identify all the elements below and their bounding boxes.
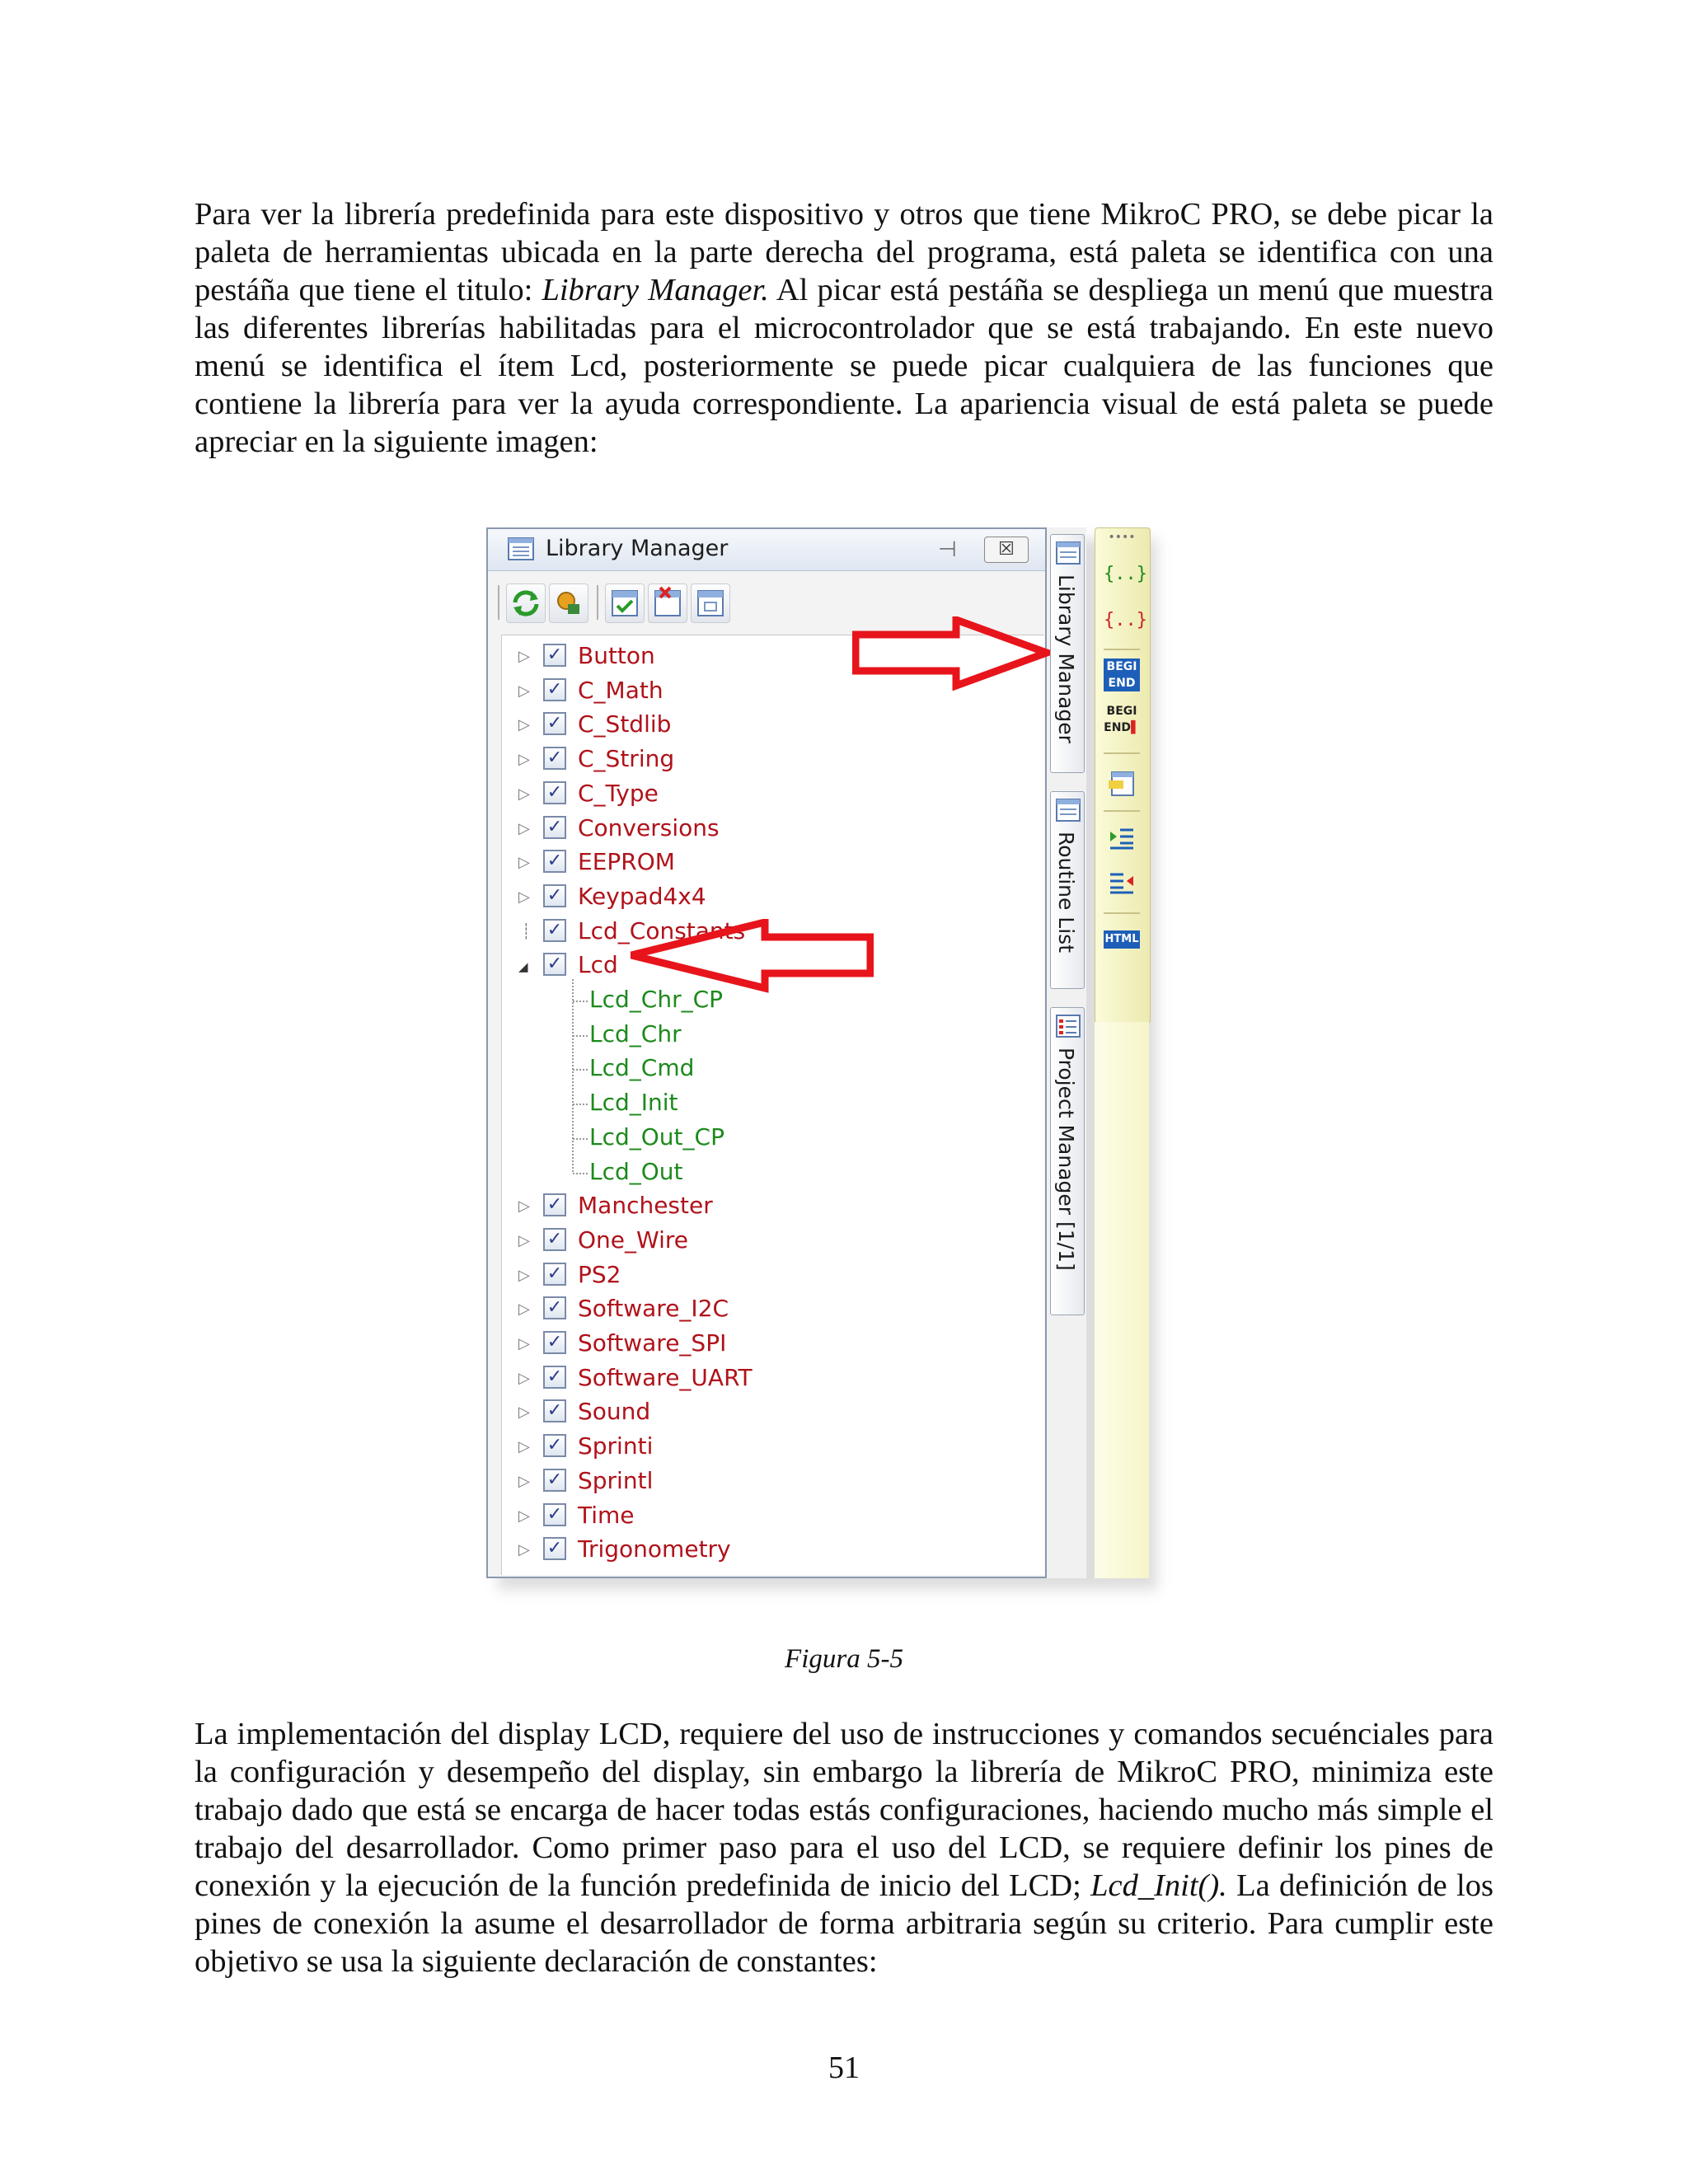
tree-item-label: Software_UART	[578, 1363, 753, 1391]
tree-connector-line	[572, 979, 574, 1172]
library-manager-term: Library Manager.	[542, 273, 769, 307]
tree-item-label: Sprinti	[578, 1432, 654, 1460]
begin-end-icon: BEGI END	[1104, 658, 1140, 691]
library-checkbox[interactable]: ✓	[543, 1434, 566, 1457]
lcd-init-term: Lcd_Init().	[1090, 1868, 1227, 1903]
restore-icon	[692, 584, 729, 622]
tree-library-item[interactable]	[502, 1534, 1029, 1567]
tree-function-item[interactable]	[502, 1156, 1029, 1189]
tree-library-item[interactable]	[502, 1500, 1029, 1533]
expand-icon[interactable]: ▷	[518, 1266, 530, 1284]
template-icon	[1105, 767, 1138, 800]
expand-icon[interactable]: ▷	[518, 1301, 530, 1319]
outdent-icon	[1105, 866, 1138, 899]
check-all-icon	[606, 584, 644, 622]
comment-button[interactable]: {..}	[1104, 564, 1147, 584]
expand-icon[interactable]: ▷	[518, 1369, 530, 1387]
refresh-icon	[507, 584, 545, 622]
expand-icon[interactable]: ▷	[518, 854, 530, 872]
tree-library-item[interactable]	[502, 709, 1029, 742]
expand-icon[interactable]: ▷	[518, 785, 530, 803]
library-checkbox[interactable]: ✓	[543, 919, 566, 942]
tree-item-label: C_Stdlib	[578, 710, 672, 738]
tree-library-item[interactable]	[502, 1396, 1029, 1429]
tree-item-label: Lcd_Out_CP	[589, 1122, 724, 1151]
intro-paragraph: Para ver la librería predefinida para este dispositivo y otros que tiene MikroC PRO, se debe picar la paleta de herramientas ubicada en la parte derecha del programa, está paleta se identifica con una pestáña que tiene el titulo: Library Manager. Al picar está pestáña se despliega un menú que muestra las diferentes librerías habilitadas para el microcontrolador que se está trabajando. En este nuevo menú se identifica el ítem Lcd, posteriormente se puede picar cualquiera de las funciones que contiene la librería para ver la ayuda correspondiente. La apariencia visual de está paleta se puede apreciar en la siguiente imagen:	[195, 197, 1493, 459]
library-manager-screenshot	[486, 527, 1159, 1582]
library-checkbox[interactable]: ✓	[543, 1366, 566, 1389]
library-checkbox[interactable]: ✓	[543, 884, 566, 907]
tree-item-label: Sound	[578, 1398, 651, 1426]
library-checkbox[interactable]: ✓	[543, 712, 566, 735]
clear-all-icon	[649, 584, 687, 622]
library-checkbox[interactable]: ✓	[543, 953, 566, 976]
expand-icon[interactable]: ▷	[518, 888, 530, 906]
tree-item-label: Lcd_Constants	[578, 916, 746, 944]
tree-library-item[interactable]	[502, 1190, 1029, 1223]
expand-icon[interactable]: ▷	[518, 1197, 530, 1216]
insert-begin-end-block-button[interactable]	[1104, 703, 1140, 741]
panel-titlebar	[488, 529, 1045, 571]
tree-item-label: Lcd_Out	[589, 1157, 683, 1185]
tree-item-label: C_Math	[578, 676, 663, 704]
expand-icon[interactable]: ▷	[518, 1541, 530, 1559]
html-export-button[interactable]	[1104, 924, 1140, 957]
library-checkbox[interactable]: ✓	[543, 644, 566, 667]
tab-library-manager[interactable]: Library Manager	[1050, 534, 1085, 773]
library-checkbox[interactable]: ✓	[543, 1296, 566, 1319]
lcd-paragraph: La implementación del display LCD, requiere del uso de instrucciones y comandos secuénciales para la configuración y desempeño del display, sin embargo la librería de MikroC PRO, minimiza este trabajo dado que está se encarga de hacer todas estás configuraciones, haciendo mucho más simple el trabajo del desarrollador. Como primer paso para el uso del LCD, se requiere definir los pines de conexión y la ejecución de la función predefinida de inicio del LCD; Lcd_Init(). La definición de los pines de conexión la asume el desarrollador de forma arbitraria según su criterio. Para cumplir este objetivo se usa la siguiente declaración de constantes:	[195, 1717, 1493, 1979]
tree-line-icon: ┊	[522, 922, 531, 940]
tree-function-item[interactable]	[502, 1019, 1029, 1052]
tree-library-item[interactable]	[502, 778, 1029, 811]
library-manager-tab-icon	[1056, 541, 1081, 565]
side-tab-strip	[1047, 527, 1086, 1578]
insert-template-button[interactable]	[1104, 767, 1140, 800]
build-icon	[550, 584, 588, 622]
library-checkbox[interactable]: ✓	[543, 781, 566, 804]
begin-end-block-icon: BEGI END▌	[1104, 705, 1140, 734]
expand-icon[interactable]: ▷	[518, 819, 530, 837]
library-checkbox[interactable]: ✓	[543, 1537, 566, 1560]
tree-item-label: One_Wire	[578, 1226, 688, 1254]
red-arrow-to-lcd-item	[626, 919, 874, 993]
check-all-button[interactable]	[605, 583, 645, 623]
red-arrow-to-library-manager-tab	[852, 616, 1050, 691]
uncomment-button[interactable]: {..}	[1104, 610, 1147, 630]
library-tree	[501, 635, 1044, 1575]
outdent-button[interactable]	[1104, 866, 1140, 899]
expand-icon[interactable]: ▷	[518, 1507, 530, 1525]
tree-library-item[interactable]	[502, 1225, 1029, 1258]
tree-library-item[interactable]	[502, 743, 1029, 776]
expand-icon[interactable]: ▷	[518, 716, 530, 734]
tree-library-item[interactable]	[502, 1259, 1029, 1292]
tree-item-label: Conversions	[578, 813, 720, 841]
rebuild-button[interactable]	[549, 583, 588, 623]
library-checkbox[interactable]: ✓	[543, 1263, 566, 1286]
close-button[interactable]: ☒	[984, 537, 1029, 563]
library-checkbox[interactable]: ✓	[543, 816, 566, 839]
tree-library-item[interactable]	[502, 1328, 1029, 1361]
panel-icon	[508, 537, 534, 560]
expand-icon[interactable]: ▷	[518, 682, 530, 700]
tree-item-label: Lcd_Cmd	[589, 1054, 695, 1082]
tree-item-label: Software_I2C	[578, 1295, 729, 1323]
tree-item-label: C_String	[578, 745, 675, 773]
grip-icon: ••••	[1108, 531, 1136, 544]
tree-library-item[interactable]	[502, 881, 1029, 914]
tree-item-label: Lcd_Chr	[589, 1019, 682, 1047]
library-checkbox[interactable]: ✓	[543, 1193, 566, 1216]
tree-item-label: Manchester	[578, 1192, 713, 1220]
page-number: 51	[828, 2050, 860, 2085]
tree-item-label: Keypad4x4	[578, 882, 706, 910]
library-checkbox[interactable]: ✓	[543, 1228, 566, 1251]
insert-begin-end-button[interactable]	[1104, 658, 1140, 696]
tree-item-label: PS2	[578, 1260, 621, 1288]
tree-item-label: EEPROM	[578, 848, 675, 876]
tree-item-label: Button	[578, 642, 655, 669]
expand-icon[interactable]: ▷	[518, 648, 530, 665]
library-checkbox[interactable]: ✓	[543, 1399, 566, 1422]
pin-icon[interactable]: ⊣	[938, 537, 957, 562]
tree-library-item[interactable]	[502, 846, 1029, 879]
code-toolbar	[1095, 527, 1151, 1024]
tree-item-label: C_Type	[578, 779, 659, 807]
routine-list-tab-icon	[1056, 799, 1081, 822]
tree-function-item[interactable]	[502, 1122, 1029, 1155]
tree-function-item[interactable]	[502, 1052, 1029, 1085]
library-checkbox[interactable]: ✓	[543, 747, 566, 770]
restore-button[interactable]	[691, 583, 730, 623]
expand-icon[interactable]: ▷	[518, 1231, 530, 1249]
library-checkbox[interactable]: ✓	[543, 1469, 566, 1492]
expand-icon[interactable]: ▷	[518, 1472, 530, 1490]
tab-routine-list[interactable]: Routine List	[1050, 791, 1085, 989]
tree-item-label: Trigonometry	[578, 1535, 731, 1563]
library-checkbox[interactable]: ✓	[543, 1331, 566, 1354]
tab-project-manager[interactable]: Project Manager [1/1]	[1050, 1007, 1085, 1315]
tree-item-label: Lcd	[578, 951, 618, 979]
tree-library-item[interactable]	[502, 813, 1029, 846]
tree-item-label: Time	[578, 1501, 635, 1529]
clear-all-button[interactable]	[648, 583, 687, 623]
tree-library-item[interactable]	[502, 1431, 1029, 1464]
tree-item-label: Sprintl	[578, 1466, 654, 1494]
tree-library-item[interactable]	[502, 1362, 1029, 1395]
library-checkbox[interactable]: ✓	[543, 1503, 566, 1526]
library-checkbox[interactable]: ✓	[543, 850, 566, 873]
refresh-button[interactable]	[506, 583, 546, 623]
html-icon: HTML	[1104, 930, 1140, 949]
tree-item-label: Lcd_Init	[589, 1089, 678, 1117]
tree-item-label: Lcd_Chr_CP	[589, 986, 724, 1013]
figure-caption: Figura 5-5	[785, 1644, 903, 1674]
tree-item-label: Software_SPI	[578, 1329, 727, 1357]
tree-library-item[interactable]	[502, 1293, 1029, 1326]
expand-icon[interactable]: ▷	[518, 1404, 530, 1422]
expand-icon[interactable]: ▷	[518, 1335, 530, 1352]
project-manager-tab-icon	[1056, 1015, 1081, 1038]
tree-library-item[interactable]	[502, 1465, 1029, 1498]
expand-icon[interactable]: ▷	[518, 751, 530, 769]
indent-button[interactable]	[1104, 822, 1140, 855]
indent-icon	[1105, 822, 1138, 855]
panel-title: Library Manager	[546, 536, 729, 561]
library-checkbox[interactable]: ✓	[543, 678, 566, 701]
collapse-icon[interactable]: ◢	[518, 959, 528, 975]
tree-function-item[interactable]	[502, 1087, 1029, 1120]
expand-icon[interactable]: ▷	[518, 1438, 530, 1456]
